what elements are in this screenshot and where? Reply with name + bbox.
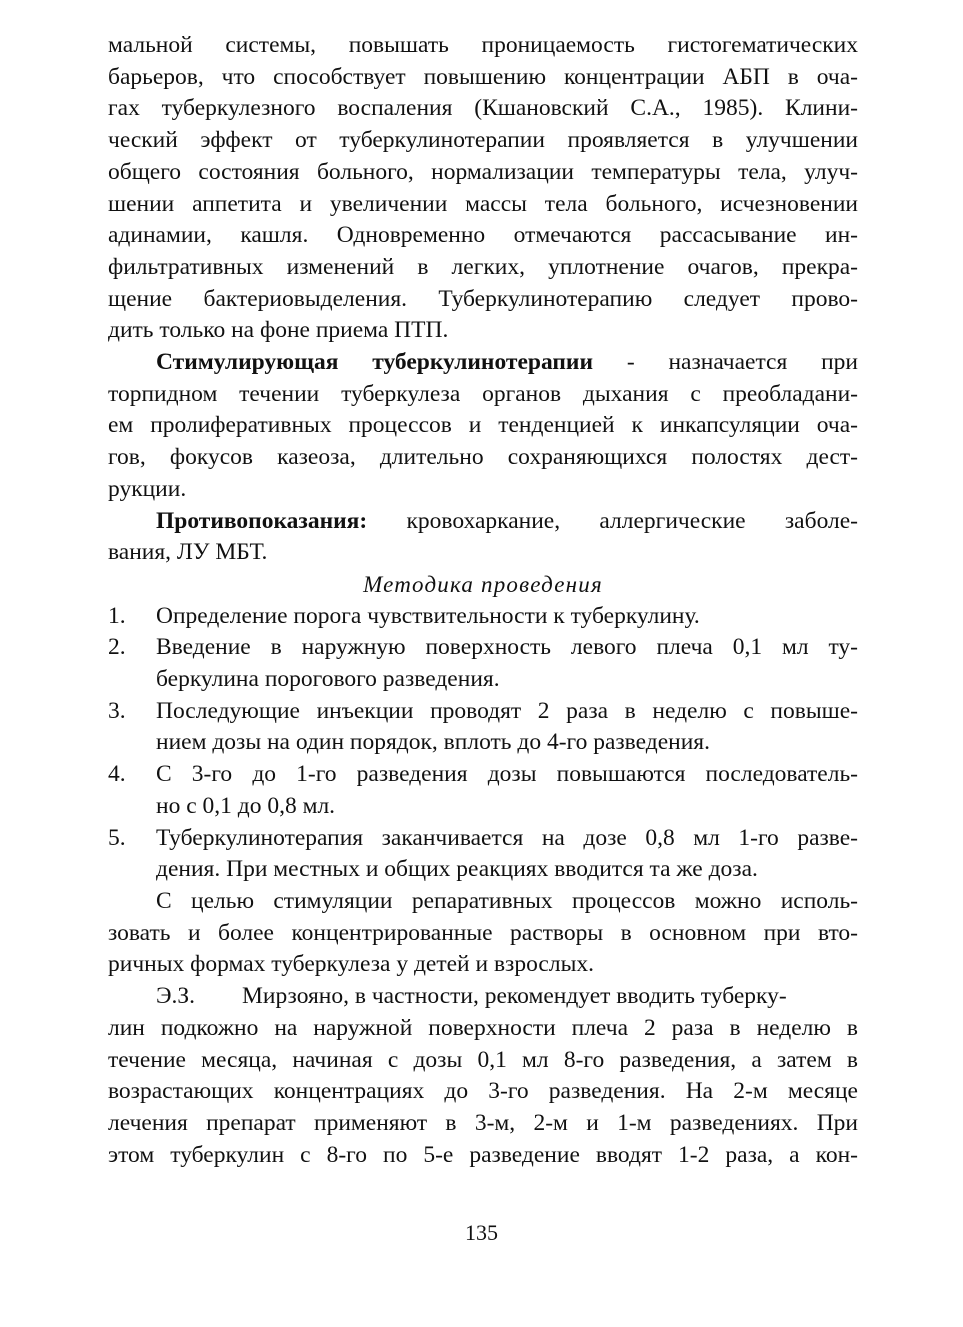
text-line: беркулина порогового разведения. [156, 666, 500, 693]
list-item [108, 696, 858, 759]
list-number: 2. [108, 634, 126, 661]
text-line: рукции. [108, 475, 187, 502]
text-line: ческий эффект от туберкулинотерапии проявляется в улучшении [108, 127, 858, 154]
text-line: дения. При местных и общих реакциях вводится та же доза. [156, 856, 758, 883]
text-run: кровохаркание, аллергические заболе- [367, 507, 858, 534]
numbered-list [108, 601, 858, 886]
text-line: лечения препарат применяют в 3-м, 2-м и 1-м разведениях. При [108, 1109, 858, 1136]
text-line: щение бактериовыделения. Туберкулинотерапию следует прово- [108, 285, 858, 312]
bold-term: Противопоказания: [156, 507, 368, 534]
text-line: Определение порога чувствительности к туберкулину. [156, 602, 700, 629]
text-line: Туберкулинотерапия заканчивается на дозе 0,8 мл 1-го разве- [156, 824, 858, 851]
text-line: гах туберкулезного воспаления (Кшановский С.А., 1985). Клини- [108, 95, 858, 122]
text-line: Последующие инъекции проводят 2 раза в неделю с повыше- [156, 697, 858, 724]
text-line: дить только на фоне приема ПТП. [108, 317, 449, 344]
list-number: 3. [108, 697, 126, 724]
paragraph-1 [108, 30, 858, 347]
paragraph-5 [108, 981, 858, 1171]
text-line: течение месяца, начиная с дозы 0,1 мл 8-го разведения, а затем в [108, 1046, 858, 1073]
list-item [108, 601, 858, 633]
page-body [108, 30, 858, 1171]
page-number: 135 [465, 1220, 498, 1245]
paragraph-4 [108, 886, 858, 981]
text-line: фильтративных изменений в легких, уплотнение очагов, прекра- [108, 253, 858, 280]
bold-term: Стимулирующая туберкулинотерапии [156, 349, 594, 376]
text-line: адинамии, кашля. Одновременно отмечаются рассасывание ин- [108, 222, 858, 249]
list-number: 5. [108, 824, 126, 851]
text-line: барьеров, что способствует повышению концентрации АБП в оча- [108, 63, 858, 90]
text-line: нием дозы на один порядок, вплоть до 4-го разведения. [156, 729, 710, 756]
text-line: лин подкожно на наружной поверхности плеча 2 раза в неделю в [108, 1014, 858, 1041]
text-line: Э.З. Мирзояно, в частности, рекомендует вводить туберку- [156, 983, 787, 1010]
list-number: 1. [108, 602, 126, 629]
paragraph-3 [108, 506, 858, 569]
text-line [108, 506, 858, 538]
text-line: Введение в наружную поверхность левого плеча 0,1 мл ту- [156, 634, 858, 661]
text-line: гов, фокусов казеоза, длительно сохраняющихся полостях дест- [108, 444, 858, 471]
text-line: вания, ЛУ МБТ. [108, 539, 268, 566]
text-line: С целью стимуляции репаративных процессов можно исполь- [156, 887, 858, 914]
text-line: этом туберкулин с 8-го по 5-е разведение вводят 1-2 раза, а кон- [108, 1141, 858, 1168]
text-line: ричных формах туберкулеза у детей и взрослых. [108, 951, 594, 978]
text-line [108, 347, 858, 379]
text-line: но с 0,1 до 0,8 мл. [156, 792, 336, 819]
text-line: мальной системы, повышать проницаемость гистогематических [108, 32, 858, 58]
text-line: С 3-го до 1-го разведения дозы повышаются последователь- [156, 761, 858, 788]
list-item [108, 823, 858, 886]
text-line: шении аппетита и увеличении массы тела больного, исчезновении [108, 190, 858, 217]
text-line: общего состояния больного, нормализации температуры тела, улуч- [108, 158, 858, 185]
text-run: - назначается при [593, 349, 858, 376]
list-number: 4. [108, 761, 126, 788]
text-line: ем пролиферативных процессов и тенденцией к инкапсуляции оча- [108, 412, 858, 439]
list-item [108, 759, 858, 822]
text-line: зовать и более концентрированные растворы в основном при вто- [108, 919, 858, 946]
text-line: возрастающих концентрациях до 3-го разведения. На 2-м месяце [108, 1078, 858, 1105]
paragraph-2 [108, 347, 858, 506]
text-line: торпидном течении туберкулеза органов дыхания с преобладани- [108, 380, 858, 407]
section-heading: Методика проведения [363, 571, 603, 597]
list-item [108, 632, 858, 695]
